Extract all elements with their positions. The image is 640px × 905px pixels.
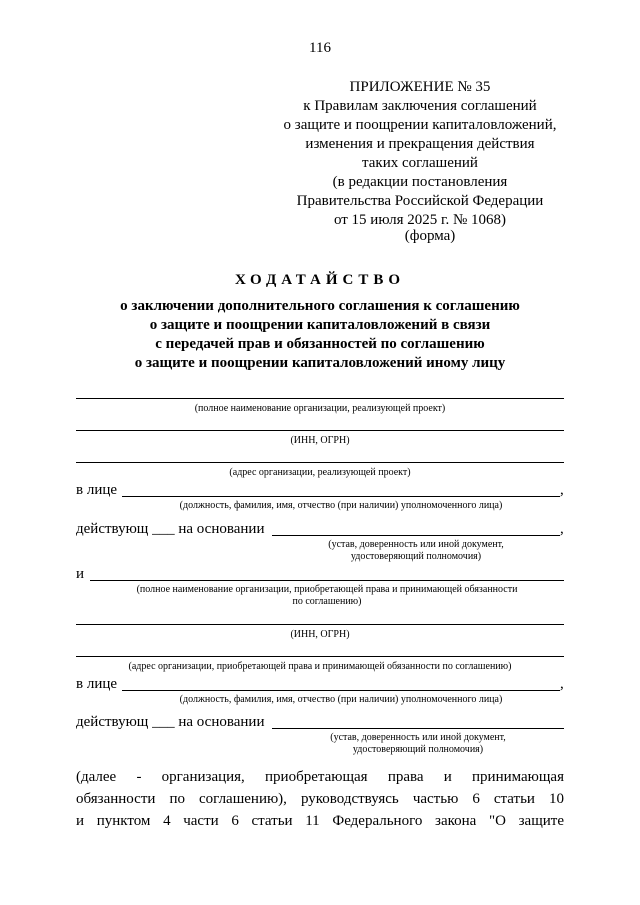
appendix-line: таких соглашений (362, 155, 478, 171)
word: и (443, 769, 452, 785)
word: 6 (231, 813, 239, 829)
acting-label-1: действующ ___ на основании (76, 521, 265, 537)
word: 6 (472, 791, 480, 807)
document-subtitle (60, 297, 580, 373)
appendix-line: к Правилам заключения соглашений (303, 98, 537, 114)
word: статьи (493, 791, 535, 807)
word: - (136, 769, 142, 785)
subtitle-line: с передачей прав и обязанностей по соглашению (155, 336, 485, 352)
word: закона (435, 813, 477, 829)
word: права (387, 769, 424, 785)
word: "О (488, 813, 506, 829)
paragraph-line-3 (76, 810, 564, 832)
comma-3: , (560, 676, 564, 692)
word: соглашению), (199, 791, 287, 807)
word: 11 (305, 813, 320, 829)
basis-line-1[interactable] (272, 535, 560, 536)
comma-1: , (560, 482, 564, 498)
word: организация, (161, 769, 245, 785)
word: и (76, 813, 85, 829)
org-name-line[interactable] (76, 398, 564, 399)
basis-caption-1-line2: удостоверяющий полномочия) (350, 551, 482, 562)
word: частью (412, 791, 459, 807)
word: по (169, 791, 185, 807)
appendix-line: (в редакции постановления (332, 174, 508, 190)
appendix-line: от 15 июля 2025 г. № 1068) (333, 212, 507, 228)
word: обязанности (76, 791, 156, 807)
appendix-line: Правительства Российской Федерации (296, 193, 544, 209)
acquirer-caption-line2: по соглашению) (292, 596, 362, 607)
inn-ogrn-line-1[interactable] (76, 430, 564, 431)
in-person-label-2: в лице (76, 676, 118, 692)
in-person-label-1: в лице (76, 482, 118, 498)
word: пунктом (96, 813, 151, 829)
paragraph-line-1 (76, 766, 564, 788)
org-name-caption: (полное наименование организации, реализующей проект) (194, 403, 446, 414)
acquirer-address-caption: (адрес организации, приобретающей права и принимающей обязанности по соглашению) (128, 661, 512, 672)
page-number: 116 (309, 40, 331, 56)
body-paragraph (76, 766, 564, 832)
org-address-line[interactable] (76, 462, 564, 463)
org-address-caption: (адрес организации, реализующей проект) (229, 467, 411, 478)
word: части (183, 813, 219, 829)
basis-caption-1-line1: (устав, доверенность или иной документ, (328, 539, 504, 550)
acquirer-caption-line1: (полное наименование организации, приобретающей права и принимающей обязанности (136, 584, 518, 595)
subtitle-line: о защите и поощрении капиталовложений в связи (149, 317, 491, 333)
acquirer-address-line[interactable] (76, 656, 564, 657)
form-label: (форма) (404, 228, 456, 244)
in-person-line-2[interactable] (122, 690, 560, 691)
word: (далее (76, 769, 117, 785)
position-caption-1: (должность, фамилия, имя, отчество (при наличии) уполномоченного лица) (179, 500, 503, 511)
basis-line-2[interactable] (272, 728, 564, 729)
appendix-line: о защите и поощрении капиталовложений, (283, 117, 557, 133)
basis-caption-2-line1: (устав, доверенность или иной документ, (330, 732, 506, 743)
in-person-line-1[interactable] (122, 496, 560, 497)
word: 10 (548, 791, 564, 807)
acting-label-2: действующ ___ на основании (76, 714, 265, 730)
appendix-line: ПРИЛОЖЕНИЕ № 35 (349, 79, 491, 95)
and-label: и (76, 566, 85, 582)
word: 4 (163, 813, 171, 829)
comma-2: , (560, 521, 564, 537)
word: принимающая (472, 769, 564, 785)
appendix-line: изменения и прекращения действия (305, 136, 535, 152)
inn-ogrn-line-2[interactable] (76, 624, 564, 625)
position-caption-2: (должность, фамилия, имя, отчество (при наличии) уполномоченного лица) (179, 694, 503, 705)
word: Федерального (332, 813, 423, 829)
word: защите (518, 813, 564, 829)
word: статьи (251, 813, 293, 829)
inn-ogrn-caption-2: (ИНН, ОГРН) (290, 629, 350, 640)
basis-caption-2-line2: удостоверяющий полномочия) (352, 744, 484, 755)
subtitle-line: о защите и поощрении капиталовложений иному лицу (134, 355, 506, 371)
word: руководствуясь (300, 791, 399, 807)
acquirer-name-line[interactable] (90, 580, 564, 581)
subtitle-line: о заключении дополнительного соглашения к соглашению (120, 298, 520, 314)
document-title: ХОДАТАЙСТВО (234, 272, 406, 288)
paragraph-line-2 (76, 788, 564, 810)
inn-ogrn-caption-1: (ИНН, ОГРН) (290, 435, 350, 446)
appendix-header (250, 78, 590, 230)
word: приобретающая (265, 769, 368, 785)
